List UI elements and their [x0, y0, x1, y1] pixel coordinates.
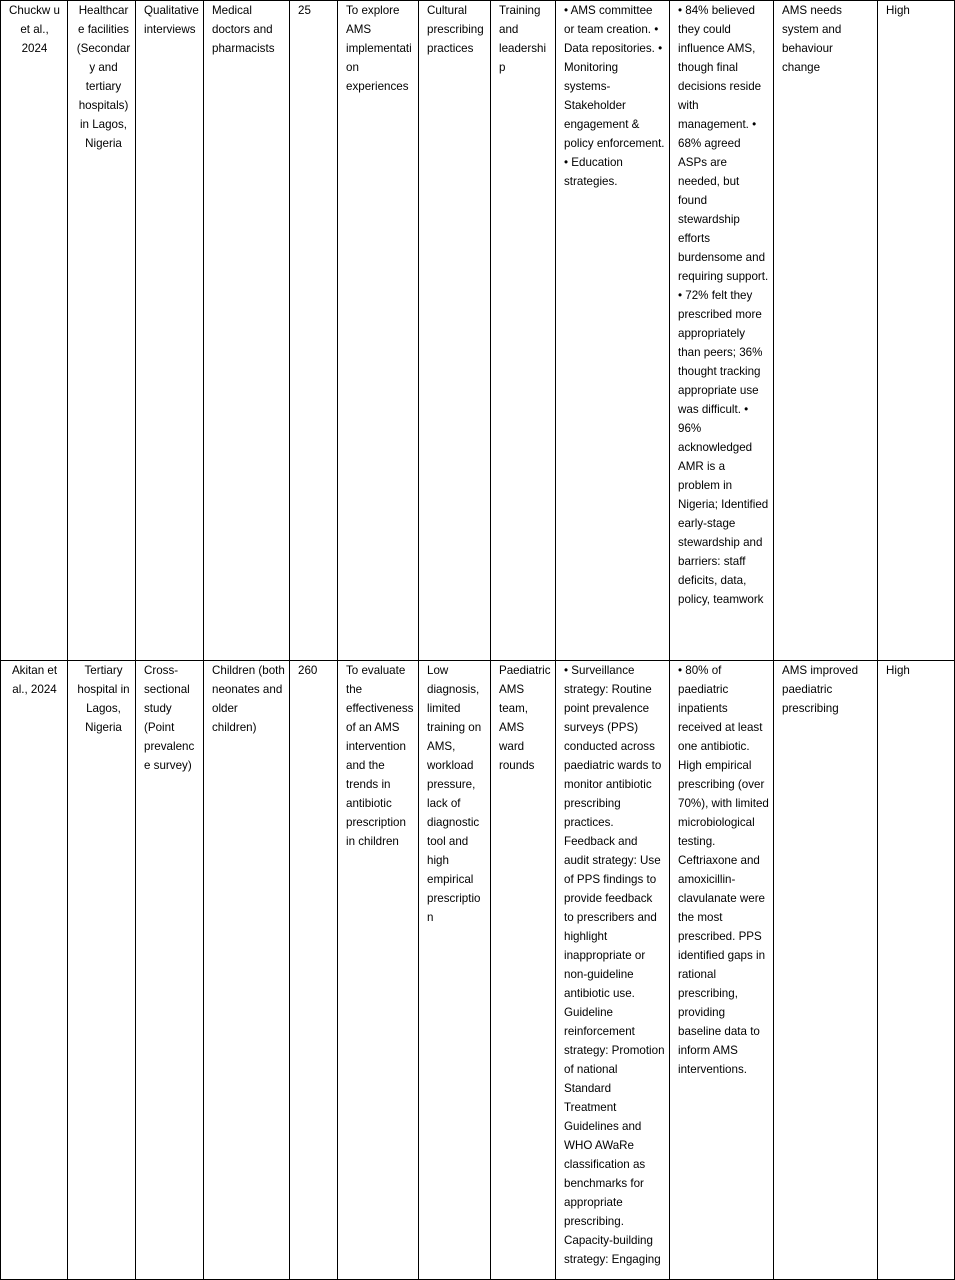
setting-cell: Tertiary hospital in Lagos, Nigeria: [68, 661, 136, 1280]
strategies-cell: • Surveillance strategy: Routine point prevalence surveys (PPS) conducted across paediatric wards to monitor antibiotic prescribing practices. Feedback and audit strategy: Use of PPS findings to provide feedback to prescribers and highlight inappropriate or non-guideline antibiotic use. Guideline reinforcement strategy: Promotion of national Standard Treatment Guidelines and WHO AWaRe classification as benchmarks for appropriate prescribing. Capacity-building strategy: Engaging: [556, 661, 670, 1280]
population-cell: Medical doctors and pharmacists: [204, 1, 290, 661]
barriers-cell: Low diagnosis, limited training on AMS, workload pressure, lack of diagnostic tool and high empirical prescription: [419, 661, 491, 1280]
design-cell: Qualitative interviews: [136, 1, 204, 661]
strategies-cell: • AMS committee or team creation. • Data repositories. • Monitoring systems- Stakeholder engagement & policy enforcement. • Education strategies.: [556, 1, 670, 661]
setting-cell: Healthcare facilities (Secondary and tertiary hospitals) in Lagos, Nigeria: [68, 1, 136, 661]
quality-cell: High: [878, 661, 955, 1280]
conclusion-cell: AMS improved paediatric prescribing: [774, 661, 878, 1280]
table-row: [1, 661, 955, 1280]
findings-cell: • 84% believed they could influence AMS, though final decisions reside with management. • 68% agreed ASPs are needed, but found stewardship efforts burdensome and requiring support. • 72% felt they prescribed more appropriately than peers; 36% thought tracking appropriate use was difficult. • 96% acknowledged AMR is a problem in Nigeria; Identified early-stage stewardship and barriers: staff deficits, data, policy, teamwork: [670, 1, 774, 661]
conclusion-cell: AMS needs system and behaviour change: [774, 1, 878, 661]
population-cell: Children (both neonates and older children): [204, 661, 290, 1280]
barriers-cell: Cultural prescribing practices: [419, 1, 491, 661]
study-cell: Chuckw u et al., 2024: [1, 1, 68, 661]
sample-size-cell: 25: [290, 1, 338, 661]
quality-cell: High: [878, 1, 955, 661]
facilitators-cell: Paediatric AMS team, AMS ward rounds: [491, 661, 556, 1280]
findings-cell: • 80% of paediatric inpatients received at least one antibiotic. High empirical prescribing (over 70%), with limited microbiological testing. Ceftriaxone and amoxicillin-clavulanate were the most prescribed. PPS identified gaps in rational prescribing, providing baseline data to inform AMS interventions.: [670, 661, 774, 1280]
design-cell: Cross-sectional study (Point prevalence survey): [136, 661, 204, 1280]
sample-size-cell: 260: [290, 661, 338, 1280]
study-cell: Akitan et al., 2024: [1, 661, 68, 1280]
objective-cell: To explore AMS implementation experiences: [338, 1, 419, 661]
objective-cell: To evaluate the effectiveness of an AMS intervention and the trends in antibiotic prescription in children: [338, 661, 419, 1280]
table-row: [1, 1, 955, 661]
facilitators-cell: Training and leadership: [491, 1, 556, 661]
